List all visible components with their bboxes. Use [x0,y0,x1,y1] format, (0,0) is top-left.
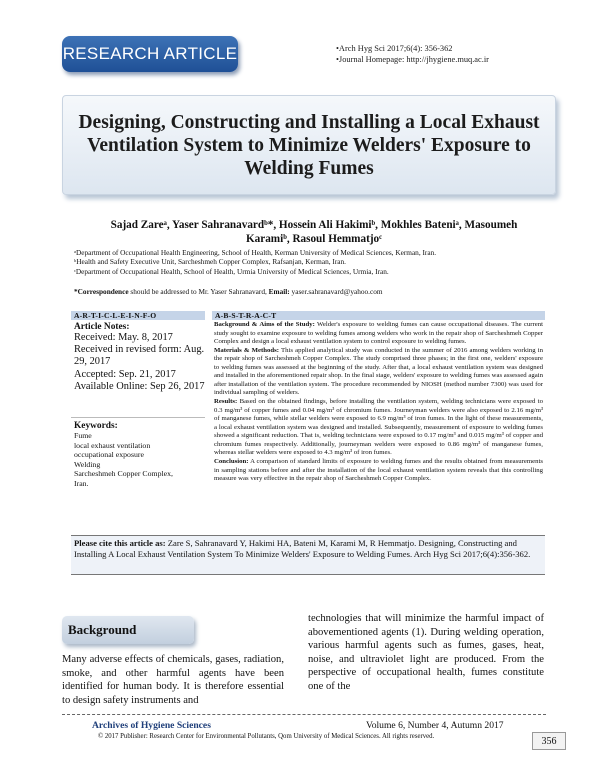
abstract-conclusion-label: Conclusion: [214,458,249,466]
article-notes-title: Article Notes: [74,322,130,332]
affiliations [74,248,564,276]
abstract-background-text: Welder's exposure to welding fumes can cause occupational diseases. The current study sought to examine exposure to welding fumes among welders who work in the repair shop of Sarcheshmeh Copper Complex and design a local exhaust ventilation system to control exposure to welding fumes. [214,321,543,345]
citation-box [71,535,545,575]
abstract-column [212,311,545,542]
email-label: Email: [268,287,290,296]
keyword-item: Iran. [74,478,89,488]
abstract-results-label: Results: [214,398,238,406]
body-column-left: Many adverse effects of chemicals, gases, radiation, smoke, and other harmful agents have been identified for human body. It is therefore essential to design safety instruments and [62,654,284,706]
keyword-item: Sarcheshmeh Copper Complex, [74,469,173,479]
cite-label: Please cite this article as: [74,538,166,548]
journal-reference [336,43,576,65]
page-number: 356 [532,732,566,750]
keyword-item: local exhaust ventilation [74,440,151,450]
keyword-item: Welding [74,459,101,469]
correspondence-text: should be addressed to Mr. Yaser Sahranavard, [128,287,269,296]
abstract-methods [214,347,543,398]
article-title: Designing, Constructing and Installing a Local Exhaust Ventilation System to Minimize Welders' Exposure to Welding Fumes [62,95,556,195]
author-line-2: Karamiᵇ, Rasoul Hemmatjoᶜ [245,233,383,245]
affiliation-b: ᵇHealth and Safety Executive Unit, Sarcheshmeh Copper Complex, Rafsanjan, Kerman, Iran. [74,257,346,267]
homepage-line[interactable]: •Journal Homepage: http://jhygiene.muq.ac.ir [336,55,489,64]
abstract-results [214,398,543,458]
note-accepted: Accepted: Sep. 21, 2017 [74,368,176,380]
note-revised: Received in revised form: Aug. 29, 2017 [74,344,205,368]
abstract-methods-text: This applied analytical study was conducted in the summer of 2016 among welders working in the repair shop of Sarcheshmeh Copper Complex. The study comprised three phases; in the first one, welders' exposure to welding fumes was assessed at the beginning of the study. After that, a local exhaust ventilation system was designed and installed in the aforementioned repair shop. In the final stage, welders' exposure to welding fumes was assessed again after installation of the ventilation system. The procedure recommended by NIOSH (method number 7300) was used for individual sampling of welders. [214,346,543,397]
abstract-background-label: Background & Aims of the Study: [214,321,315,328]
keyword-item: Fume [74,431,92,440]
note-received: Received: May. 8, 2017 [74,332,173,343]
abstract-background [214,321,543,347]
affiliation-a: ᵃDepartment of Occupational Health Engineering, School of Health, Kerman University of Medical Sciences, Kerman, Iran. [74,248,437,257]
abstract-results-text: Based on the obtained findings, before installing the ventilation system, welding technicians were exposed to 0.3 mg/m³ of copper fumes and 0.04 mg/m³ of chromium fumes. Journeyman welders were also exposed to 2.16 mg/m³ of manganese fumes, while stellar welders were exposed to 6.9 mg/m³ of iron fumes. In the light of these measurements, a local exhaust ventilation system was designed and installed. Subsequently, measurement of exposure to welding fumes showed a significant reduction. That is, welding technicians were exposed to 0.17 mg/m³ and 0.015 mg/m³ of copper and chromium fumes respectively. Additionally, journeyman welders were exposed to 0.86 mg/m³ of manganese fumes, whereas stellar welders were exposed to 4.3 mg/m³ of iron fumes. [214,398,543,457]
author-list [74,218,554,246]
cite-text: Zare S, Sahranavard Y, Hakimi HA, Bateni M, Karami M, R Hemmatjo. Designing, Constructing and Installing A Local Exhaust Ventilation System To Minimize Welders' Exposure to Welding Fumes. Arch Hyg Sci 2017;6(4):356-362. [74,538,531,559]
keyword-item: occupational exposure [74,450,144,460]
citation-line: •Arch Hyg Sci 2017;6(4): 356-362 [336,44,453,53]
author-line-1: Sajad Zareᵃ, Yaser Sahranavardᵇ*, Hossein Ali Hakimiᵇ, Mokhles Bateniᵃ, Masoumeh [110,219,518,231]
body-column-right: technologies that will minimize the harmful impact of abovementioned agents (1). During welding operation, various harmful agents such as fumes, gases, heat, noise, and ultraviolet light are produced. From the perspective of occupational health, fumes constitute one of the [308,613,544,692]
abstract-header: A-B-S-T-R-A-C-T [212,311,545,320]
abstract-conclusion-text: A comparison of standard limits of exposure to welding fumes and the results obtained from measurements in sampling stations before and after the installation of the local exhaust ventilation system reveals that this controlling measure was very effective in the repair shop of Sarcheshmeh Copper Complex. [214,458,543,483]
abstract-text [212,320,545,484]
abstract-methods-label: Materials & Methods: [214,346,279,354]
keywords-title: Keywords: [74,421,118,431]
affiliation-c: ᶜDepartment of Occupational Health, School of Health, Urmia University of Medical Sciences, Urmia, Iran. [74,266,389,276]
note-online: Available Online: Sep 26, 2017 [74,380,205,392]
article-info-column [71,311,205,542]
footer-journal-name: Archives of Hygiene Sciences [92,720,211,731]
background-heading: Background [62,616,194,644]
footer-copyright: © 2017 Publisher: Research Center for Environmental Pollutants, Qom University of Medical Sciences. All rights reserved. [98,733,435,740]
article-type-badge: RESEARCH ARTICLE [62,36,238,72]
article-info-header: A-R-T-I-C-L-E-I-N-F-O [71,311,205,320]
footer-divider [62,714,546,715]
keywords-box [71,417,205,489]
abstract-conclusion [214,458,543,484]
footer-volume: Volume 6, Number 4, Autumn 2017 [366,720,504,731]
correspondence [74,287,564,296]
email-address[interactable]: yaser.sahranavard@yahoo.com [289,287,383,296]
correspondence-label: *Correspondence [74,287,129,296]
